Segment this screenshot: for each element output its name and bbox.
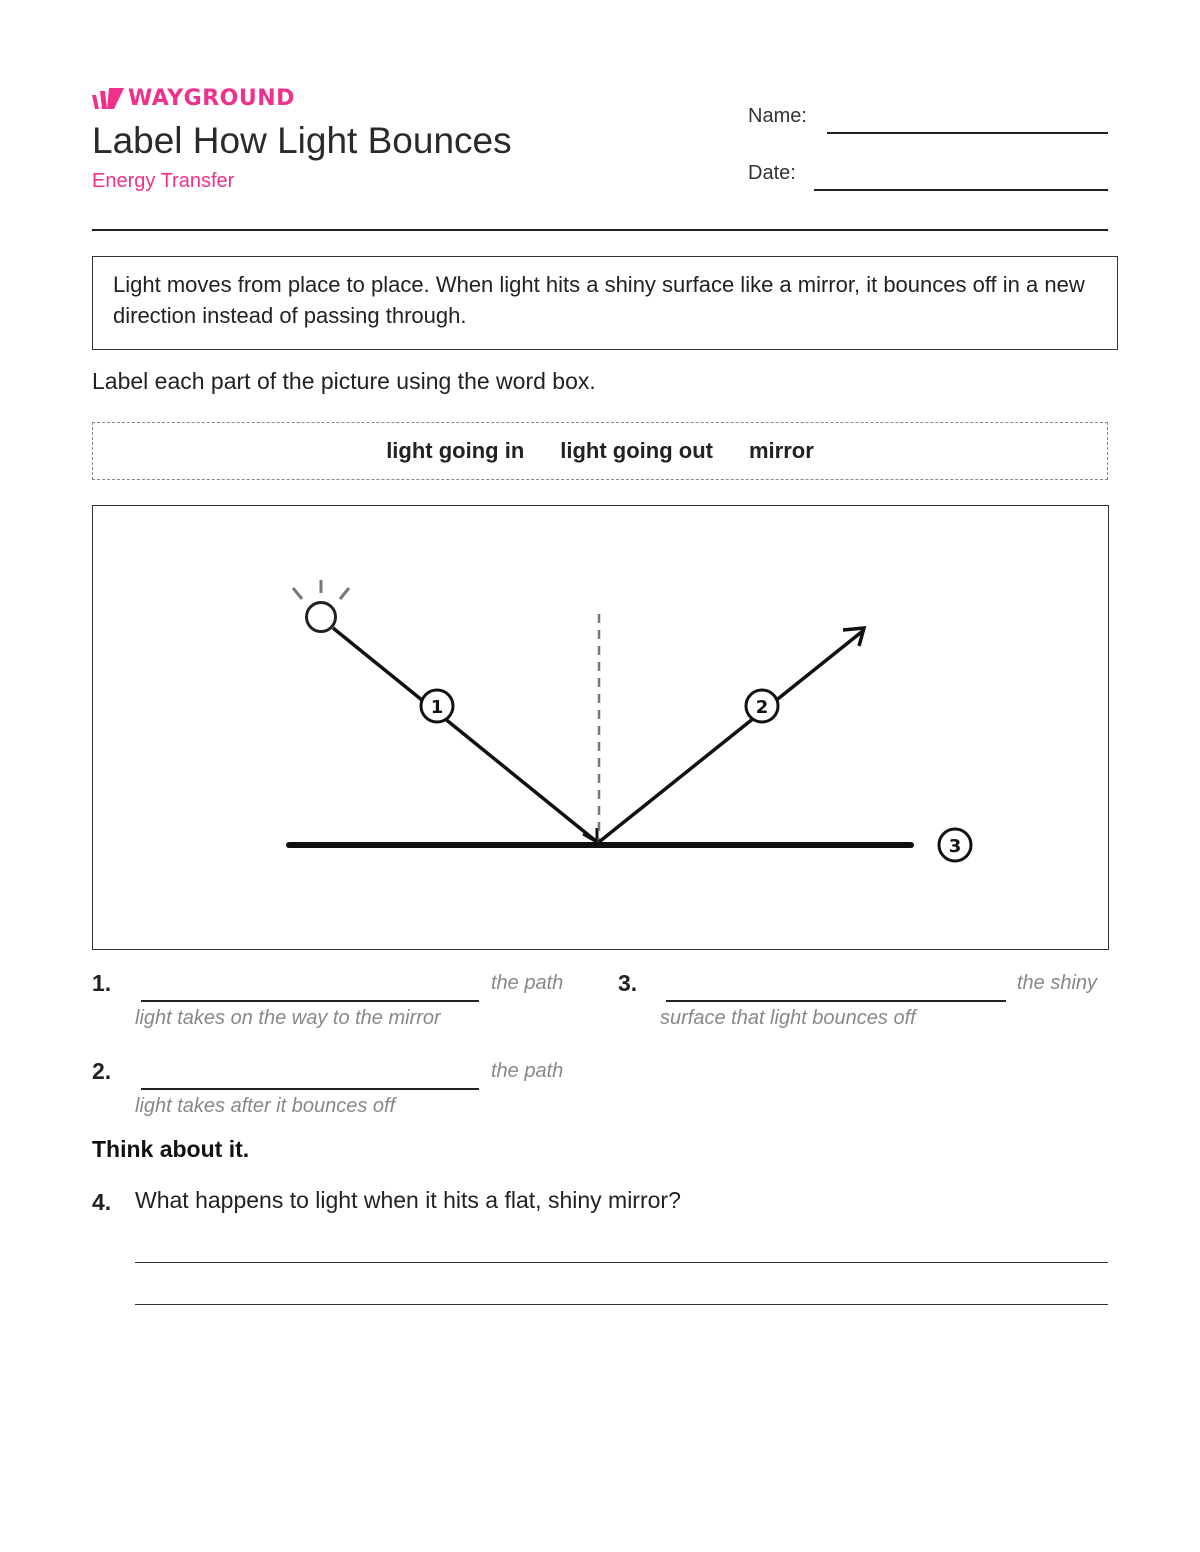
answer-1-hint-right: the path	[491, 972, 564, 994]
word-light-going-in: light going in	[386, 438, 525, 463]
marker-2	[746, 690, 778, 722]
outgoing-light-ray	[599, 630, 864, 842]
name-label: Name:	[748, 105, 807, 127]
page-subtitle: Energy Transfer	[92, 170, 235, 192]
date-label: Date:	[748, 162, 796, 184]
header-divider	[92, 229, 1108, 231]
answer-1-field[interactable]	[141, 1000, 479, 1002]
instruction-text: Label each part of the picture using the word box.	[92, 368, 596, 394]
word-light-going-out: light going out	[560, 438, 713, 463]
question-4-answer-line-1[interactable]	[135, 1262, 1108, 1263]
intro-box	[92, 256, 1118, 350]
answer-3-number: 3.	[618, 970, 638, 996]
answer-2-number: 2.	[92, 1058, 112, 1084]
incoming-light-ray	[333, 628, 597, 842]
answer-2-field[interactable]	[141, 1088, 479, 1090]
word-mirror: mirror	[749, 438, 814, 463]
question-4-text: What happens to light when it hits a flat, shiny mirror?	[135, 1187, 681, 1213]
answer-2-hint-right: the path	[491, 1060, 564, 1082]
brand-logo	[92, 86, 295, 111]
light-source-icon	[293, 580, 349, 632]
question-4-number: 4.	[92, 1189, 112, 1215]
diagram-svg	[93, 506, 1108, 949]
answer-2-hint-below: light takes after it bounces off	[135, 1095, 396, 1117]
wayground-logo-icon	[92, 88, 124, 110]
answer-3-hint-below: surface that light bounces off	[660, 1007, 916, 1029]
answer-3-field[interactable]	[666, 1000, 1006, 1002]
svg-text:3: 3	[948, 836, 962, 857]
light-reflection-diagram	[92, 505, 1109, 950]
question-4-answer-line-2[interactable]	[135, 1304, 1108, 1305]
svg-text:1: 1	[430, 697, 444, 718]
svg-text:2: 2	[755, 697, 769, 718]
date-field[interactable]	[814, 189, 1108, 191]
brand-name: WAYGROUND	[128, 86, 295, 111]
word-box	[92, 422, 1108, 480]
answer-3-hint-right: the shiny	[1017, 972, 1098, 994]
answer-1-number: 1.	[92, 970, 112, 996]
marker-3	[939, 829, 971, 861]
name-field[interactable]	[827, 132, 1108, 134]
answer-1-hint-below: light takes on the way to the mirror	[135, 1007, 441, 1029]
intro-text: Light moves from place to place. When light hits a shiny surface like a mirror, it bounces off in a new direction instead of passing through.	[113, 272, 1085, 328]
think-about-it-heading: Think about it.	[92, 1136, 250, 1162]
page-title: Label How Light Bounces	[92, 120, 512, 161]
marker-1	[421, 690, 453, 722]
